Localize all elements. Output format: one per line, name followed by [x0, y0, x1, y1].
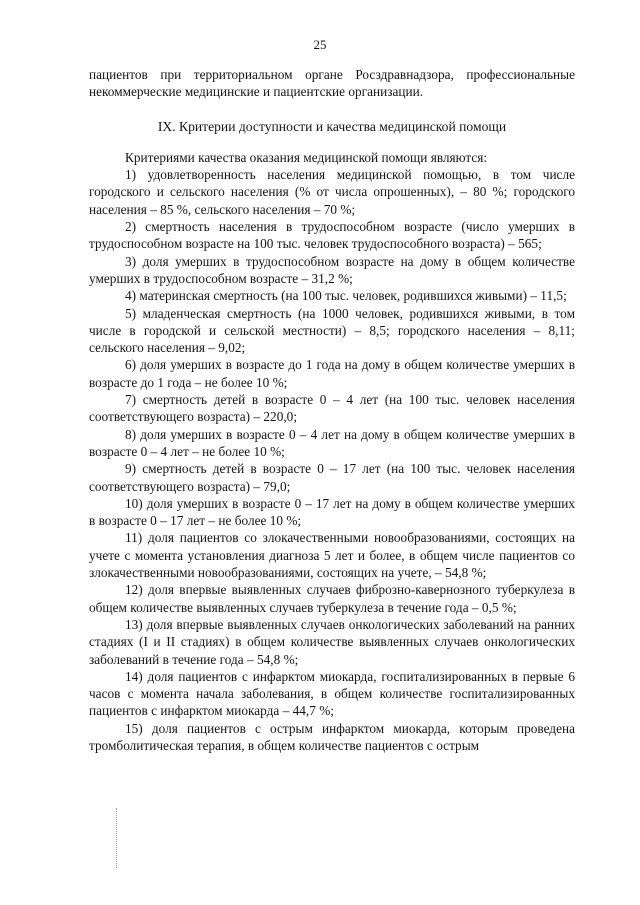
criteria-item: 5) младенческая смертность (на 1000 человек, родившихся живыми, в том числе в городской и сельской местности) – 8,5; городского населения – 8,11; сельского населения – 9,02; — [89, 305, 575, 356]
criteria-item: 1) удовлетворенность населения медицинской помощью, в том числе городского и сельского населения (% от числа опрошенных), – 80 %; городского населения – 85 %, сельского населения – 70 %; — [89, 167, 575, 217]
document-body — [89, 66, 575, 754]
page-number: 25 — [313, 37, 327, 52]
criteria-item: 15) доля пациентов с острым инфарктом миокарда, которым проведена тромболитическая терапия, в общем количестве пациентов с острым — [89, 720, 575, 753]
criteria-item: 9) смертность детей в возрасте 0 – 17 лет (на 100 тыс. человек населения соответствующего возраста) – 79,0; — [89, 461, 575, 494]
criteria-item: 12) доля впервые выявленных случаев фиброзно-кавернозного туберкулеза в общем количестве выявленных случаев туберкулеза в течение года – 0,5 %; — [89, 582, 575, 615]
criteria-item: 4) материнская смертность (на 100 тыс. человек, родившихся живыми) – 11,5; — [125, 288, 567, 304]
criteria-list — [89, 166, 575, 754]
criteria-item: 11) доля пациентов со злокачественными новообразованиями, состоящих на учете с момента установления диагноза 5 лет и более, в общем числе пациентов со злокачественными новообразованиями, состоящих на учете, – 54,8 %; — [89, 530, 575, 581]
continuation-paragraph: пациентов при территориальном органе Росздравнадзора, профессиональные некоммерческие медицинские и пациентские организации. — [89, 67, 575, 100]
section-title: IX. Критерии доступности и качества медицинской помощи — [157, 118, 507, 134]
criteria-item: 13) доля впервые выявленных случаев онкологических заболеваний на ранних стадиях (I и II стадиях) в общем количестве выявленных случаев онкологических заболеваний в течение года – 54,8 %; — [89, 616, 575, 667]
criteria-item: 10) доля умерших в возрасте 0 – 17 лет на дому в общем количестве умерших в возрасте 0 – 17 лет – не более 10 %; — [89, 495, 575, 529]
criteria-item: 2) смертность населения в трудоспособном возрасте (число умерших в трудоспособном возрасте на 100 тыс. человек трудоспособного возраста) – 565; — [89, 219, 575, 252]
criteria-item: 7) смертность детей в возрасте 0 – 4 лет (на 100 тыс. человек населения соответствующего возраста) – 220,0; — [89, 392, 575, 425]
intro-paragraph: Критериями качества оказания медицинской помощи являются: — [125, 149, 488, 165]
criteria-item: 8) доля умерших в возрасте 0 – 4 лет на дому в общем количестве умерших в возрасте 0 – 4 лет – не более 10 %; — [89, 426, 575, 459]
criteria-item: 14) доля пациентов с инфарктом миокарда, госпитализированных в первые 6 часов с момента начала заболевания, в общем количестве госпитализированных пациентов с инфарктом миокарда – 44,7 %; — [89, 668, 575, 719]
criteria-item: 3) доля умерших в трудоспособном возрасте на дому в общем количестве умерших в трудоспособном возрасте – 31,2 %; — [89, 253, 575, 286]
scan-margin-mark — [116, 808, 123, 868]
criteria-item: 6) доля умерших в возрасте до 1 года на дому в общем количестве умерших в возрасте до 1 года – не более 10 %; — [89, 357, 575, 390]
